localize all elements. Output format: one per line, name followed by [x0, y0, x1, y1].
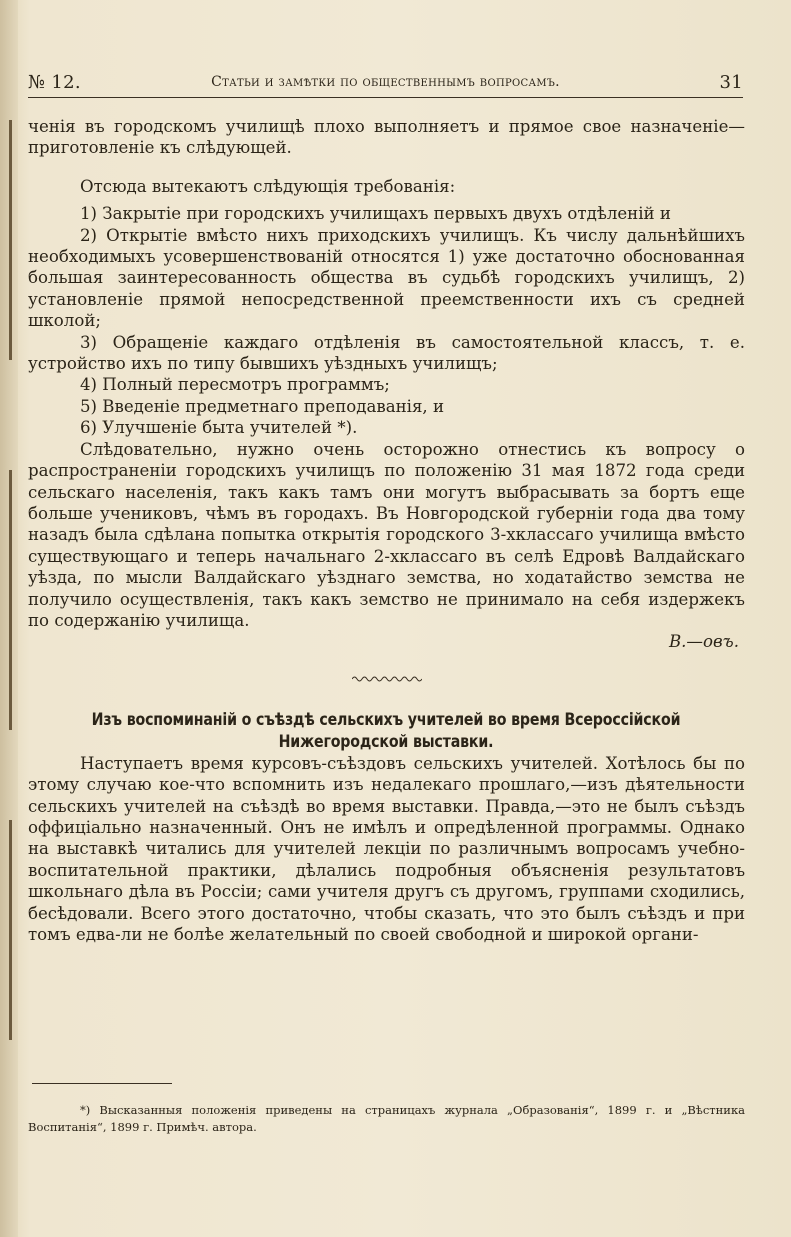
binding-mark — [9, 820, 12, 1040]
binding-mark — [9, 470, 12, 730]
binding-mark — [9, 120, 12, 360]
running-title: Статьи и замѣтки по общественнымъ вопросамъ. — [211, 74, 560, 90]
page-number: 31 — [719, 72, 743, 93]
author-signature: В.—овъ. — [668, 632, 739, 652]
issue-number: № 12. — [28, 72, 81, 93]
conclusion-paragraph: Слѣдовательно, нужно очень осторожно отнестись къ вопросу о распространеніи городскихъ училищъ по положенію 31 мая 1872 года среди сельскаго населенія, такъ какъ тамъ они могутъ выбрасывать за бортъ еще больше учениковъ, чѣмъ въ городахъ. Въ Новгородской губерніи года два тому назадъ была сдѣлана попытка открытія городского 3-хклассаго училища вмѣсто существующаго и теперь начальнаго 2-хклассаго въ селѣ Едровѣ Валдайскаго уѣзда, по мысли Валдайскаго уѣзднаго земства, но ходатайство земства не получило осуществленія, такъ какъ земство не принимало на себя издержекъ по содержанію училища. — [28, 439, 745, 630]
header-rule — [28, 97, 743, 98]
requirements-intro: Отсюда вытекаютъ слѣдующія требованія: — [80, 176, 456, 196]
footnote-rule — [32, 1083, 172, 1084]
requirement-item: 3) Обращеніе каждаго отдѣленія въ самостоятельной классъ, т. е. устройство ихъ по типу бывшихъ уѣздныхъ училищъ; — [28, 332, 745, 374]
requirement-item: 4) Полный пересмотръ программъ; — [80, 375, 390, 395]
footnote: *) Высказанныя положенія приведены на страницахъ журнала „Образованія“, 1899 г. и „Вѣстника Воспитанія“, 1899 г. Примѣч. автора. — [28, 1102, 745, 1134]
requirement-item: 2) Открытіе вмѣсто нихъ приходскихъ училищъ. Къ числу дальнѣйшихъ необходимыхъ усовершенствованій относятся 1) уже достаточно обоснованная большая заинтересованность общества въ судьбѣ городскихъ училищъ, 2) установленіе прямой непосредственной преемственности ихъ съ средней школой; — [28, 225, 745, 331]
requirement-item: 6) Улучшеніе быта учителей *). — [80, 418, 358, 438]
requirement-item: 5) Введеніе предметнаго преподаванія, и — [80, 396, 445, 416]
section-paragraph: Наступаетъ время курсовъ-съѣздовъ сельскихъ учителей. Хотѣлось бы по этому случаю кое-что вспомнить изъ недалекаго прошлаго,—изъ дѣятельности сельскихъ учителей на съѣздѣ во время выставки. Правда,—это не былъ съѣздъ оффиціально назначенный. Онъ не имѣлъ и опредѣленной программы. Однако на выставкѣ читались для учителей лекціи по различнымъ вопросамъ учебно-воспитательной практики, дѣлались подробныя объясненія результатовъ школьнаго дѣла въ Россіи; сами учителя другъ съ другомъ, группами сходились, бесѣдовали. Всего этого достаточно, чтобы сказать, что это былъ съѣздъ и при томъ едва-ли не болѣе желательный по своей свободной и широкой органи- — [28, 753, 745, 944]
article-body — [28, 116, 745, 945]
section-divider — [28, 667, 745, 677]
requirement-item: 1) Закрытіе при городскихъ училищахъ первыхъ двухъ отдѣленій и — [80, 204, 671, 224]
page-spine — [0, 0, 18, 1237]
continued-paragraph: ченія въ городскомъ училищѣ плохо выполняетъ и прямое свое назначеніе—приготовленіе къ слѣдующей. — [28, 117, 745, 158]
section-heading: Изъ воспоминаній о съѣздѣ сельскихъ учителей во время Всероссійской Нижегородской выставки. — [91, 709, 681, 751]
